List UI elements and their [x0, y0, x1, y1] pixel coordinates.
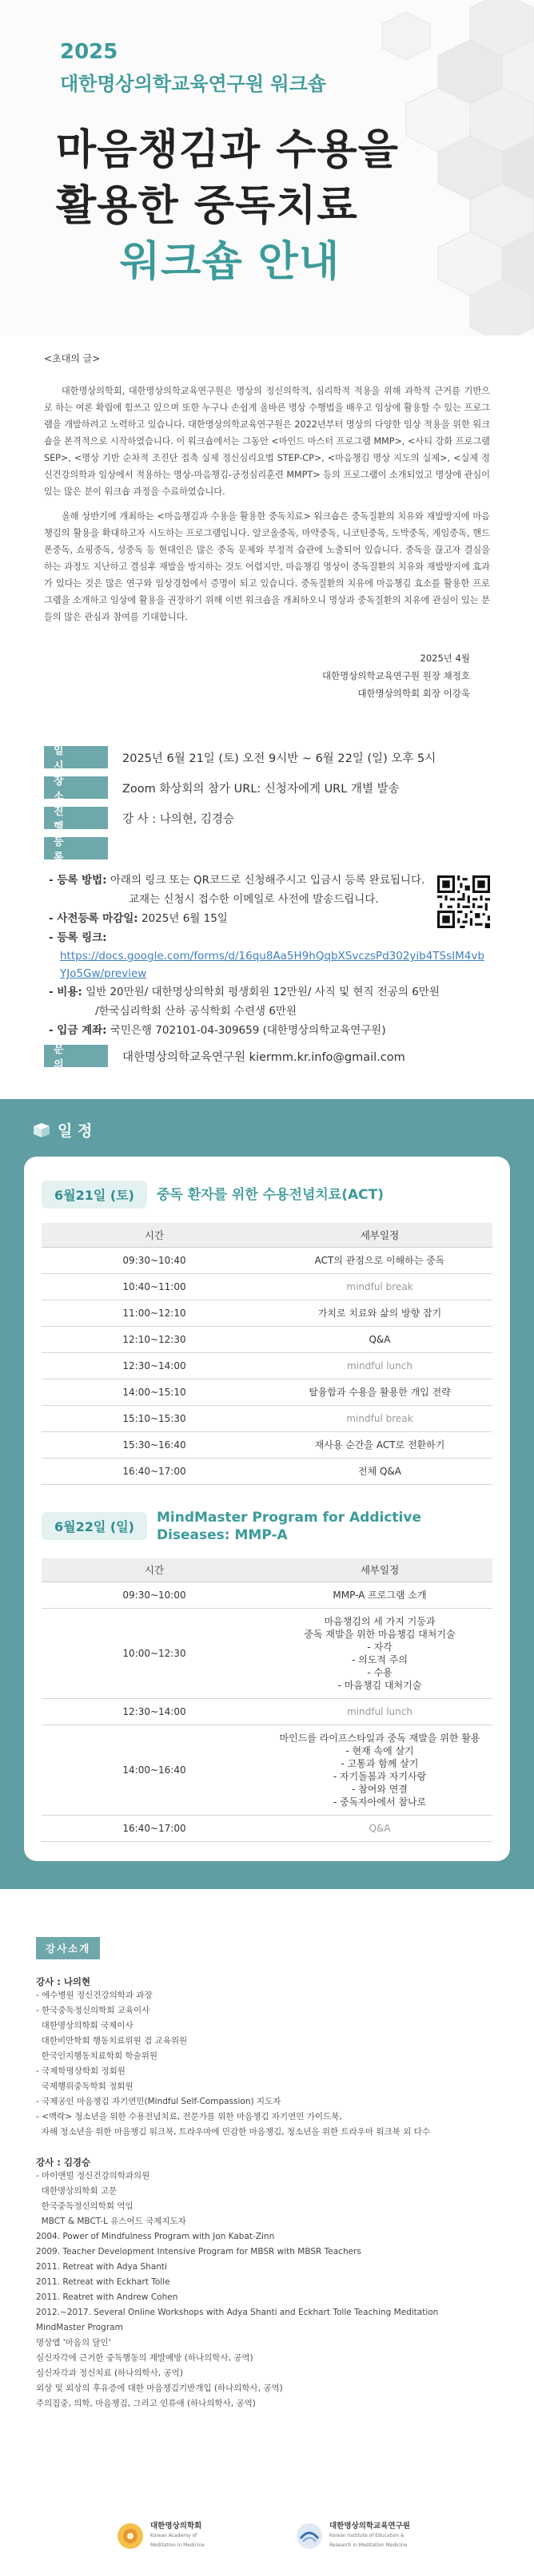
table-row [42, 1816, 492, 1842]
instructors-tag: 강사소개 [36, 1937, 100, 1959]
day1-timetable [42, 1223, 492, 1485]
instructor-1-bio [36, 1988, 498, 2140]
table-row [42, 1699, 492, 1725]
row-detail: mindful break [267, 1273, 492, 1300]
fee-row [49, 982, 490, 1002]
hero-title-line1: 마음챙김과 수용을 [56, 126, 399, 174]
link-label: - 등록 링크: [49, 931, 107, 944]
day2-topic: MindMaster Program for Addictive Diseases: MMP-A [156, 1509, 421, 1543]
day2-rows [42, 1582, 492, 1842]
bio-line: - 국제학명상학회 정회원 [36, 2066, 126, 2076]
day1-header [42, 1181, 492, 1209]
day2-header-row [42, 1558, 492, 1582]
cube-icon [32, 1122, 51, 1138]
row-time: 09:30~10:40 [42, 1247, 267, 1273]
kamm-logo-text [150, 2522, 222, 2550]
place-tag: 장 소 [44, 776, 108, 799]
instructor-2-bio [36, 2169, 498, 2411]
invitation-heading: <초대의 글> [44, 353, 101, 364]
row-time: 12:30~14:00 [42, 1352, 267, 1379]
bio-line: 국제행위중독학회 정회원 [36, 2082, 134, 2091]
table-row [42, 1458, 492, 1484]
fee-text-2: /한국심리학회 산하 공식학회 수련생 6만원 [95, 1005, 297, 1018]
invitation-paragraph-1: 대한명상의학회, 대한명상의학교육연구원은 명상의 정신의학적, 심리학적 적용을 위해 과학적 근거를 기반으로 하는 여론 확립에 힘쓰고 있으며 또한 누구나 손쉽게 올바른 명상 수행법을 배우고 임상에 활용할 수 있는 프로그램을 개발하려고 노력하고 있습니다. 대한명상의학교육연구원은 2022년부터 명상의 다양한 임상 적용을 위한 워크숍을 본격적으로 시작하였습니다. 이 워크숍에서는 그동안 <마인드 마스터 프로그램 MMP>, <사티 강화 프로그램 SEP>, <명상 기반 순차적 조진단 접촉 실제 정신심리요법 STEP-CP>, <마음챙김 명상 지도의 실제>, <실제 정신건강의학과 임상에서 적용하는 명상-마음챙김-긍정심리훈련 MMPT> 등의 프로그램이 소개되었고 명상에 관심이 있는 많은 분이 워크숍 과정을 수료하였습니다. [44, 386, 490, 497]
row-time: 11:00~12:10 [42, 1300, 267, 1326]
row-detail: mindful lunch [267, 1699, 492, 1725]
row-time: 14:00~16:40 [42, 1725, 267, 1816]
day1-date-pill: 6월21일 (토) [42, 1181, 147, 1209]
kierm-logo-english: Korean Institute of Education & Research in Meditation Medicine [329, 2533, 408, 2548]
table-row [42, 1431, 492, 1458]
info-row-place [44, 776, 490, 803]
place-value: Zoom 화상회의 참가 URL: 신청자에게 URL 개별 발송 [122, 782, 400, 796]
row-time: 10:40~11:00 [42, 1273, 267, 1300]
table-row [42, 1326, 492, 1352]
hero-header [0, 0, 534, 335]
registration-link[interactable]: https://docs.google.com/forms/d/16qu8Aa5H9hQqbXSvczsPd302yib4TSsIM4vbYJo5Gw/preview [60, 950, 484, 980]
qr-code-icon[interactable] [437, 875, 490, 928]
bio-line: - 에수병원 정신건강의학과 과장 [36, 1991, 153, 2000]
hero-subtitle: 대한명상의학교육연구원 워크숍 [60, 73, 326, 95]
lead-value: 강 사 : 나의현, 김경승 [122, 812, 234, 826]
bio-line: 자해 청소년을 위한 마음챙김 워크북, 트라우마에 민감한 마음챙김, 청소년을 위한 트라우마 워크북 외 다수 [36, 2127, 430, 2137]
row-time: 16:40~17:00 [42, 1458, 267, 1484]
bio-line: 대한명상의학회 고문 [36, 2186, 118, 2196]
day1-header-row [42, 1223, 492, 1247]
info-row-lead [44, 806, 490, 833]
contact-value[interactable]: 대한명상의학교육연구원 kiermm.kr.info@gmail.com [122, 1050, 405, 1064]
bio-line: - 마이앤빌 정신건강의학과의원 [36, 2171, 150, 2181]
row-time: 16:40~17:00 [42, 1816, 267, 1842]
schedule-section [0, 1099, 534, 1889]
lead-tag: 진 행 [44, 807, 108, 829]
bio-line: 한국중독정신의학회 역임 [36, 2201, 134, 2211]
signature-block [44, 649, 490, 702]
info-row-contact [44, 1044, 490, 1071]
hero-year: 2025 [60, 40, 118, 64]
col-time: 시간 [42, 1558, 267, 1582]
row-detail: 탈융합과 수용을 활용한 개입 전략 [267, 1379, 492, 1405]
registration-deadline [49, 909, 490, 928]
row-time: 12:30~14:00 [42, 1699, 267, 1725]
row-detail: mindful break [267, 1405, 492, 1431]
col-time: 시간 [42, 1223, 267, 1247]
row-detail: 전체 Q&A [267, 1458, 492, 1484]
bio-line: - <맥락> 청소년을 위한 수용전념치료, 전문가를 위한 마음챙김 자기연민 가이드북, [36, 2112, 342, 2122]
bio-line: 2011. Retreat with Eckhart Tolle [36, 2277, 170, 2287]
table-row [42, 1725, 492, 1816]
col-detail: 세부일정 [267, 1558, 492, 1582]
kierm-logo-icon [296, 2522, 323, 2550]
kamm-logo-icon [117, 2522, 144, 2550]
registration-method-note: 교재는 신청시 접수한 이메일로 사전에 발송드립니다. [129, 893, 379, 906]
deadline-label: - 사전등록 마감일: [49, 912, 138, 925]
bio-line: 2011. Reatret with Andrew Cohen [36, 2292, 178, 2302]
logo-kamm [117, 2522, 222, 2550]
row-time: 10:00~12:30 [42, 1609, 267, 1699]
info-section [0, 702, 534, 1071]
bio-line: 심신자각과 정신치료 (하나의학사, 공역) [36, 2368, 183, 2378]
table-row [42, 1273, 492, 1300]
row-time: 15:30~16:40 [42, 1431, 267, 1458]
hero-title-line3: 워크숍 안내 [120, 238, 341, 286]
instructor-2-name: 강사 : 김경승 [36, 2157, 91, 2168]
bio-line: 외상 및 외상의 후유증에 대한 마음챙김기반개입 (하나의학사, 공역) [36, 2383, 283, 2393]
row-detail: Q&A [267, 1326, 492, 1352]
signature-line-2: 대한명상의학회 회장 이강욱 [357, 688, 470, 699]
date-value: 2025년 6월 21일 (토) 오전 9시반 ~ 6월 22일 (일) 오후 5시 [122, 752, 436, 765]
row-detail: 마음챙김의 세 가지 기둥과 중독 재발을 위한 마음챙김 대처기술 - 자각 - 의도적 주의 - 수용 - 마음챙김 대처기술 [267, 1609, 492, 1699]
footer [0, 2496, 534, 2576]
table-row [42, 1582, 492, 1609]
day1-topic: 중독 환자를 위한 수용전념치료(ACT) [156, 1186, 384, 1203]
kierm-logo-name: 대한명상의학교육연구원 [329, 2522, 410, 2530]
signature-line-1: 대한명상의학교육연구원 원장 채정호 [321, 670, 470, 681]
bio-line: MBCT & MBCT-L 유스어드 국제지도자 [36, 2217, 186, 2226]
bank-row [49, 1021, 490, 1040]
bank-value: 국민은행 702101-04-309659 (대한명상의학교육연구원) [110, 1024, 386, 1037]
logo-kierm [296, 2522, 417, 2550]
table-row [42, 1609, 492, 1699]
row-time: 12:10~12:30 [42, 1326, 267, 1352]
signature-date: 2025년 4월 [420, 653, 470, 664]
invitation-section [0, 335, 534, 702]
row-detail: MMP-A 프로그램 소개 [267, 1582, 492, 1609]
info-row-registration [44, 836, 490, 863]
table-row [42, 1300, 492, 1326]
row-detail: Q&A [267, 1816, 492, 1842]
col-detail: 세부일정 [267, 1223, 492, 1247]
invitation-paragraph-2: 올해 상반기에 개최하는 <마음챙김과 수용을 활용한 중독치료> 워크숍은 중독질환의 치유와 재발방지에 마음챙김의 활용을 확대하고자 시도하는 프로그램입니다. 알코올중독, 마약중독, 니코틴중독, 도박중독, 게임중독, 핸드폰중독, 쇼핑중독, 성중독 등 현대인은 많은 중독 문제와 부정적 습관에 노출되어 있습니다. 중독을 끊고자 결심을 하는 과정도 지난하고 결심후 재발을 방지하는 것도 어렵지만, 마음챙김 명상이 중독질환의 치유와 재발방지에 효과가 있다는 것은 많은 연구와 임상경험에서 증명이 되고 있습니다. 중독질환의 치유에 마음챙김 효소를 활용한 프로그램을 소개하고 임상에 활용을 권장하기 위해 이번 워크숍을 개최하오니 명상과 중독질환의 치유에 관심이 있는 분들의 많은 관심과 참여를 기대합니다. [44, 511, 490, 622]
registration-tag: 등 록 [44, 837, 108, 859]
day2-date-pill: 6월22일 (일) [42, 1512, 147, 1540]
bank-label: - 입금 계좌: [49, 1024, 107, 1037]
bio-line: 심신자각에 근거한 중독행동의 재발예방 (하나의학사, 공역) [36, 2353, 253, 2363]
registration-method-text: 아래의 링크 또는 QR코드로 신청해주시고 입금시 등록 완료됩니다. [110, 874, 425, 887]
instructors-section [0, 1889, 534, 2411]
bio-line: 2012.~2017. Several Online Workshops with Adya Shanti and Eckhart Tolle Teaching Meditation [36, 2308, 439, 2317]
table-row [42, 1247, 492, 1273]
row-time: 15:10~15:30 [42, 1405, 267, 1431]
row-detail: ACT의 관점으로 이해하는 중독 [267, 1247, 492, 1273]
row-time: 09:30~10:00 [42, 1582, 267, 1609]
table-row [42, 1405, 492, 1431]
bio-line: 명상앱 '마음의 달인' [36, 2338, 111, 2348]
instructor-1-name: 강사 : 나의현 [36, 1976, 91, 1987]
day2-timetable [42, 1558, 492, 1843]
kamm-logo-name: 대한명상의학회 [150, 2522, 202, 2530]
schedule-title-text: 일 정 [58, 1122, 93, 1140]
bio-line: - 국제공인 마음챙김 자기연민(Mindful Self-Compassion) 지도자 [36, 2097, 281, 2106]
kamm-logo-english: Korean Academy of Meditation in Medicine [150, 2533, 205, 2548]
fee-label: - 비용: [49, 986, 82, 998]
table-row [42, 1379, 492, 1405]
deadline-value: 2025년 6월 15일 [141, 912, 228, 925]
fee-text-1: 일반 20만원/ 대한명상의학회 평생회원 12만원/ 사직 및 현직 전공의 6만원 [86, 986, 440, 998]
bio-line: MindMaster Program [36, 2323, 123, 2332]
contact-tag: 문 의 [44, 1045, 108, 1067]
row-detail: 재사용 순간을 ACT로 전환하기 [267, 1431, 492, 1458]
bio-line: 2009. Teacher Development Intensive Program for MBSR with MBSR Teachers [36, 2247, 361, 2256]
registration-method [49, 871, 490, 890]
bio-line: 대한비만학회 행동치료위원 겸 교육위원 [36, 2036, 188, 2046]
registration-method-label: - 등록 방법: [49, 874, 107, 887]
date-tag: 일 시 [44, 746, 108, 768]
kierm-logo-text [329, 2522, 417, 2550]
registration-link-row [49, 928, 490, 947]
bio-line: 주의집중, 의학, 마음챙김, 그리고 인류애 (하나의학사, 공역) [36, 2399, 256, 2408]
registration-details [44, 867, 490, 1040]
schedule-card [24, 1157, 510, 1861]
bio-line: 2011. Retreat with Adya Shanti [36, 2262, 167, 2272]
hero-title-line2: 활용한 중독치료 [56, 182, 358, 230]
schedule-title [32, 1119, 510, 1141]
day2-header [42, 1509, 492, 1544]
row-time: 14:00~15:10 [42, 1379, 267, 1405]
info-row-date [44, 745, 490, 772]
bio-line: 2004. Power of Mindfulness Program with Jon Kabat-Zinn [36, 2232, 275, 2241]
table-row [42, 1352, 492, 1379]
row-detail: 가치로 치료와 삶의 방향 잡기 [267, 1300, 492, 1326]
day1-rows [42, 1247, 492, 1484]
row-detail: 마인드를 라이프스타일과 중독 재발을 위한 활용 - 현재 속에 살기 - 고통과 함께 살기 - 자기돌봄과 자기사랑 - 참여와 연결 - 중독자아에서 참나로 [267, 1725, 492, 1816]
bio-line: 대한명상의학회 국제이사 [36, 2021, 134, 2030]
bio-line: 한국인지행동치료학회 학술위원 [36, 2051, 158, 2061]
row-detail: mindful lunch [267, 1352, 492, 1379]
bio-line: - 한국중독정신의학회 교육이사 [36, 2006, 150, 2015]
